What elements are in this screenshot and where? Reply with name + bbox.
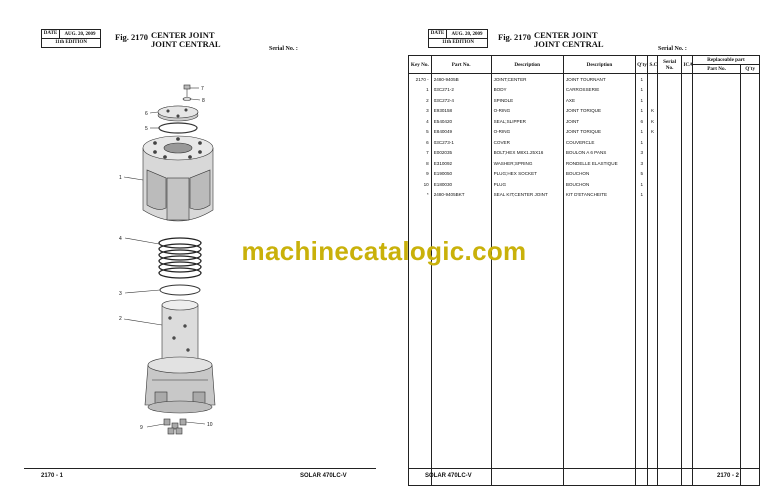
part-no-cell: E002035 (431, 148, 491, 159)
figure-number: Fig. 2170 (498, 32, 532, 42)
ica-cell (682, 137, 692, 148)
description-fr-cell: BOUCHON (563, 169, 635, 180)
part-no-cell: E310092 (431, 158, 491, 169)
watermark: machinecatalogic.com (241, 236, 527, 266)
replaceable-part-no-cell (692, 137, 741, 148)
date-value: AUG. 20, 2009 (64, 31, 96, 37)
replaceable-qty-cell (741, 116, 760, 127)
part-no-cell: E190050 (431, 169, 491, 180)
qty-cell: 1 (636, 190, 648, 201)
sc-cell (648, 85, 657, 96)
table-row (409, 137, 760, 148)
figure-title-fr: JOINT CENTRAL (151, 39, 221, 49)
table-row (409, 148, 760, 159)
description-fr-cell: BOUCHON (563, 179, 635, 190)
serial-label: Serial No. : (269, 46, 298, 52)
replaceable-part-no-cell (692, 106, 741, 117)
part-no-cell: E540420 (431, 116, 491, 127)
replaceable-qty-cell (741, 190, 760, 201)
sc-cell (648, 95, 657, 106)
description-fr-cell: BOULON A 6 PANS (563, 148, 635, 159)
replaceable-qty-cell (741, 179, 760, 190)
key-no-cell: 3 (409, 106, 432, 117)
serial-no-cell (657, 179, 682, 190)
description-en-cell: JOINT;CENTER (491, 74, 563, 85)
replaceable-part-no-cell (692, 190, 741, 201)
description-en-cell: SEAL;SLIPPER (491, 116, 563, 127)
sc-cell (648, 190, 657, 201)
callout-10: 10 (207, 422, 213, 428)
replaceable-part-no-cell (692, 169, 741, 180)
serial-label: Serial No. : (658, 46, 687, 52)
replaceable-qty-cell (741, 158, 760, 169)
serial-no-cell (657, 127, 682, 138)
sc-cell (648, 74, 657, 85)
callout-4: 4 (119, 236, 122, 242)
ica-cell (682, 95, 692, 106)
header-key-no: Key No. (409, 56, 432, 74)
part-no-cell: 2480-9405BKT (431, 190, 491, 201)
callout-7: 7 (201, 86, 204, 92)
figure-title-fr: JOINT CENTRAL (534, 39, 604, 49)
table-row (409, 127, 760, 138)
replaceable-part-no-cell (692, 179, 741, 190)
figure-title-en: CENTER JOINT (534, 30, 598, 40)
serial-no-cell (657, 158, 682, 169)
callout-9: 9 (140, 425, 143, 431)
description-en-cell: SEAL KIT;CENTER JOINT (491, 190, 563, 201)
key-no-cell: * (409, 190, 432, 201)
description-en-cell: COVER (491, 137, 563, 148)
sc-cell: K (648, 116, 657, 127)
replaceable-qty-cell (741, 74, 760, 85)
header-description-fr: Description (563, 56, 635, 74)
table-row (409, 190, 760, 201)
replaceable-qty-cell (741, 137, 760, 148)
qty-cell: 1 (636, 74, 648, 85)
ica-cell (682, 127, 692, 138)
serial-no-cell (657, 137, 682, 148)
sc-cell (648, 148, 657, 159)
replaceable-qty-cell (741, 106, 760, 117)
replaceable-part-no-cell (692, 148, 741, 159)
ica-cell (682, 116, 692, 127)
description-en-cell: O-RING (491, 127, 563, 138)
description-fr-cell: JOINT TORIQUE (563, 127, 635, 138)
part-no-cell: 03C272-4 (431, 95, 491, 106)
replaceable-part-no-cell (692, 95, 741, 106)
table-row (409, 158, 760, 169)
figure-number: Fig. 2170 (115, 32, 149, 42)
replaceable-part-no-cell (692, 158, 741, 169)
table-row (409, 85, 760, 96)
ica-cell (682, 158, 692, 169)
table-row (409, 74, 760, 85)
serial-no-cell (657, 169, 682, 180)
ica-cell (682, 106, 692, 117)
serial-no-cell (657, 148, 682, 159)
header-description-en: Description (491, 56, 563, 74)
serial-no-cell (657, 95, 682, 106)
qty-cell: 3 (636, 148, 648, 159)
serial-no-cell (657, 190, 682, 201)
table-row (409, 179, 760, 190)
ica-cell (682, 179, 692, 190)
qty-cell: 6 (636, 116, 648, 127)
description-fr-cell: CARROSSERIE (563, 85, 635, 96)
sc-cell (648, 179, 657, 190)
footer-page-number: 2170 - 1 (41, 473, 64, 479)
footer-rule (24, 468, 376, 469)
header-qty: Q'ty (636, 56, 648, 74)
ica-cell (682, 169, 692, 180)
part-no-cell: 03C273-1 (431, 137, 491, 148)
key-no-cell: 9 (409, 169, 432, 180)
key-no-cell: 1 (409, 85, 432, 96)
footer-page-number: 2170 - 2 (717, 473, 740, 479)
description-en-cell: BODY (491, 85, 563, 96)
date-label: DATE (429, 30, 447, 38)
date-value: AUG. 20, 2009 (451, 31, 483, 37)
serial-no-cell (657, 85, 682, 96)
qty-cell: 1 (636, 106, 648, 117)
qty-cell: 1 (636, 137, 648, 148)
replaceable-qty-cell (741, 95, 760, 106)
header-part-no: Part No. (431, 56, 491, 74)
description-fr-cell: KIT D'ETANCHEITE (563, 190, 635, 201)
callout-3: 3 (119, 291, 122, 297)
parts-table-body (409, 74, 760, 486)
description-fr-cell: COUVERCLE (563, 137, 635, 148)
key-no-cell: 2170 - (409, 74, 432, 85)
key-no-cell: 7 (409, 148, 432, 159)
replaceable-part-no-cell (692, 127, 741, 138)
replaceable-qty-cell (741, 148, 760, 159)
replaceable-part-no-cell (692, 74, 741, 85)
date-label: DATE (42, 30, 60, 38)
callout-1: 1 (119, 175, 122, 181)
callout-8: 8 (202, 98, 205, 104)
part-no-cell: E930158 (431, 106, 491, 117)
replaceable-qty-cell (741, 127, 760, 138)
table-row (409, 169, 760, 180)
description-en-cell: PLUG;HEX SOCKET (491, 169, 563, 180)
qty-cell: 3 (636, 158, 648, 169)
header-replaceable-qty: Q'ty (741, 65, 760, 74)
description-en-cell: O-RING (491, 106, 563, 117)
serial-no-cell (657, 74, 682, 85)
header-sc: S.C (648, 56, 657, 74)
date-box (428, 29, 488, 48)
qty-cell: 1 (636, 179, 648, 190)
footer-model: SOLAR 470LC-V (425, 473, 472, 479)
table-row (409, 106, 760, 117)
key-no-cell: 10 (409, 179, 432, 190)
description-fr-cell: JOINT TORIQUE (563, 106, 635, 117)
header-ica: ICA (682, 56, 692, 74)
key-no-cell: 8 (409, 158, 432, 169)
footer-rule (408, 468, 760, 469)
sc-cell (648, 169, 657, 180)
ica-cell (682, 85, 692, 96)
edition-label: 11th EDITION (54, 40, 88, 45)
part-no-cell: E180030 (431, 179, 491, 190)
sc-cell (648, 137, 657, 148)
key-no-cell: 4 (409, 116, 432, 127)
description-en-cell: BOLT;HEX M8X1.25X16 (491, 148, 563, 159)
qty-cell: 1 (636, 127, 648, 138)
sc-cell: K (648, 106, 657, 117)
ica-cell (682, 74, 692, 85)
table-row (409, 116, 760, 127)
table-row (409, 95, 760, 106)
sc-cell: K (648, 127, 657, 138)
description-en-cell: WASHER;SPRING (491, 158, 563, 169)
qty-cell: 1 (636, 85, 648, 96)
figure-title-en: CENTER JOINT (151, 30, 215, 40)
serial-no-cell (657, 106, 682, 117)
description-en-cell: PLUG (491, 179, 563, 190)
replaceable-qty-cell (741, 85, 760, 96)
header-replaceable-part: Replaceable part (692, 56, 759, 65)
qty-cell: 1 (636, 95, 648, 106)
ica-cell (682, 148, 692, 159)
part-no-cell: 2480-9405B (431, 74, 491, 85)
ica-cell (682, 190, 692, 201)
part-no-cell: 03C271-2 (431, 85, 491, 96)
description-fr-cell: AXE (563, 95, 635, 106)
description-fr-cell: JOINT (563, 116, 635, 127)
serial-no-cell (657, 116, 682, 127)
key-no-cell: 6 (409, 137, 432, 148)
replaceable-qty-cell (741, 169, 760, 180)
key-no-cell: 2 (409, 95, 432, 106)
description-fr-cell: RONDELLE ELASTIQUE (563, 158, 635, 169)
sc-cell (648, 158, 657, 169)
qty-cell: 5 (636, 169, 648, 180)
header-replaceable-part-no: Part No. (692, 65, 741, 74)
parts-table (408, 55, 760, 486)
callout-2: 2 (119, 316, 122, 322)
part-no-cell: E840049 (431, 127, 491, 138)
callout-5: 5 (145, 126, 148, 132)
footer-model: SOLAR 470LC-V (300, 473, 347, 479)
callout-6: 6 (145, 111, 148, 117)
header-serial-no: Serial No. (657, 56, 682, 74)
key-no-cell: 5 (409, 127, 432, 138)
replaceable-part-no-cell (692, 116, 741, 127)
description-en-cell: SPINDLE (491, 95, 563, 106)
description-fr-cell: JOINT TOURNANT (563, 74, 635, 85)
edition-label: 11th EDITION (441, 40, 475, 45)
replaceable-part-no-cell (692, 85, 741, 96)
